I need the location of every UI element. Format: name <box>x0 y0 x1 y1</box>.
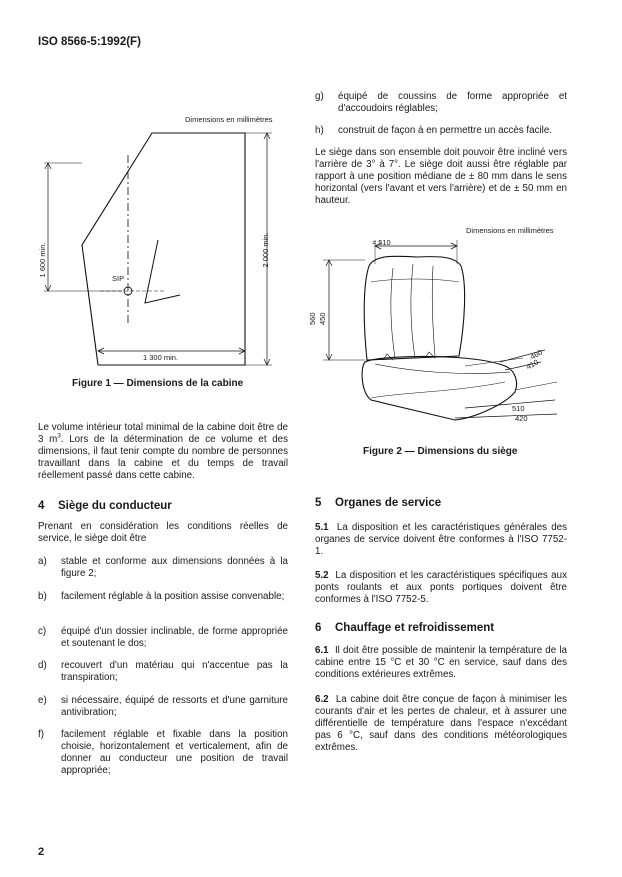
label-460: 460 <box>528 347 544 362</box>
list-item-d: d) recouvert d'un matériau qui n'accentue pas la transpiration; <box>38 660 288 683</box>
label-410: 410 <box>524 357 540 372</box>
label-sip: SIP <box>112 274 125 283</box>
para-5-2: 5.2 La disposition et les caractéristiques spécifiques aux ponts roulants et aux ponts portiques doivent être conformes à l'ISO 7752-5. <box>315 570 567 605</box>
list-item-a: a) stable et conforme aux dimensions données à la figure 2; <box>38 556 288 579</box>
figure2-caption: Figure 2 — Dimensions du siège <box>363 446 518 457</box>
para-cabin-volume: Le volume intérieur total minimal de la cabine doit être de 3 $m^3$. Lors de la détermination de ce volume et des dimensions, il faut tenir compte du nombre de personnes travaillant dans la cabine et du temps de travail réellement passé dans cette cabine. <box>38 422 288 481</box>
list-item-h: h) construit de façon à en permettre un accès facile. <box>315 125 553 136</box>
section-5-heading: 5 Organes de service <box>315 497 442 509</box>
list-item-g: g) équipé de coussins de forme appropriée et d'accoudoirs réglables; <box>315 91 567 114</box>
section-6-heading: 6 Chauffage et refroidissement <box>315 622 495 634</box>
figure1-caption: Figure 1 — Dimensions de la cabine <box>72 378 244 389</box>
para-6-1: 6.1 Il doit être possible de maintenir la température de la cabine entre 15 °C et 30 °C en service, sauf dans des conditions extérieures extrêmes. <box>315 645 567 680</box>
seat-profile <box>145 240 180 303</box>
para-6-2: 6.2 La cabine doit être conçue de façon à minimiser les courants d'air et les pertes de chaleur, et à assurer une différentielle de température dans l'espace n'excédant pas 6 °C, sauf dans des conditions météorologiques extrêmes. <box>315 694 567 753</box>
dim-510-line <box>465 400 555 408</box>
seat-backrest <box>364 256 464 360</box>
list-item-f: f) facilement réglable et fixable dans la position choisie, horizontalement et verticalement, afin de donner au conducteur une position de travail appropriée; <box>38 729 288 776</box>
label-2000-min: 2 000 min. <box>261 232 270 268</box>
figure1-units-note: Dimensions en millimètres <box>185 115 273 124</box>
label-560: 560 <box>308 312 317 325</box>
para-5-1: 5.1 La disposition et les caractéristiques générales des organes de service doivent être conformes à l'ISO 7752-1. <box>315 522 567 557</box>
label-450: 450 <box>318 312 327 325</box>
cabin-outline <box>82 133 245 365</box>
dim-420-line <box>455 414 557 418</box>
page-number: 2 <box>38 846 45 858</box>
figure2-seat-drawing <box>305 232 575 432</box>
label-1600-min: 1 600 min. <box>38 242 47 278</box>
label-1300-min: 1 300 min. <box>143 353 179 362</box>
list-item-e: e) si nécessaire, équipé de ressorts et d'une garniture antivibration; <box>38 695 288 718</box>
figure2-units-note: Dimensions en millimètres <box>466 226 554 235</box>
document-id: ISO 8566-5:1992(F) <box>38 36 141 48</box>
list-item-b: b) facilement réglable à la position assise convenable; <box>38 591 285 602</box>
section-4-intro: Prenant en considération les conditions réelles de service, le siège doit être <box>38 521 288 544</box>
para-seat-adjustment: Le siège dans son ensemble doit pouvoir être incliné vers l'arrière de 3° à 7°. Le siège doit aussi être réglable par rapport à une position médiane de ± 80 mm dans le sens horizontal (vers l'avant et vers l'arrière) et de ± 50 mm en hauteur. <box>315 147 567 206</box>
label-420: 420 <box>515 414 528 423</box>
figure1-cabin-drawing <box>40 125 290 375</box>
label-510: 510 <box>512 404 525 413</box>
label-510-top: ≈ 510 <box>372 238 391 247</box>
list-item-c: c) équipé d'un dossier inclinable, de forme appropriée et soutenant le dos; <box>38 626 288 649</box>
section-4-heading: 4 Siège du conducteur <box>38 500 172 512</box>
